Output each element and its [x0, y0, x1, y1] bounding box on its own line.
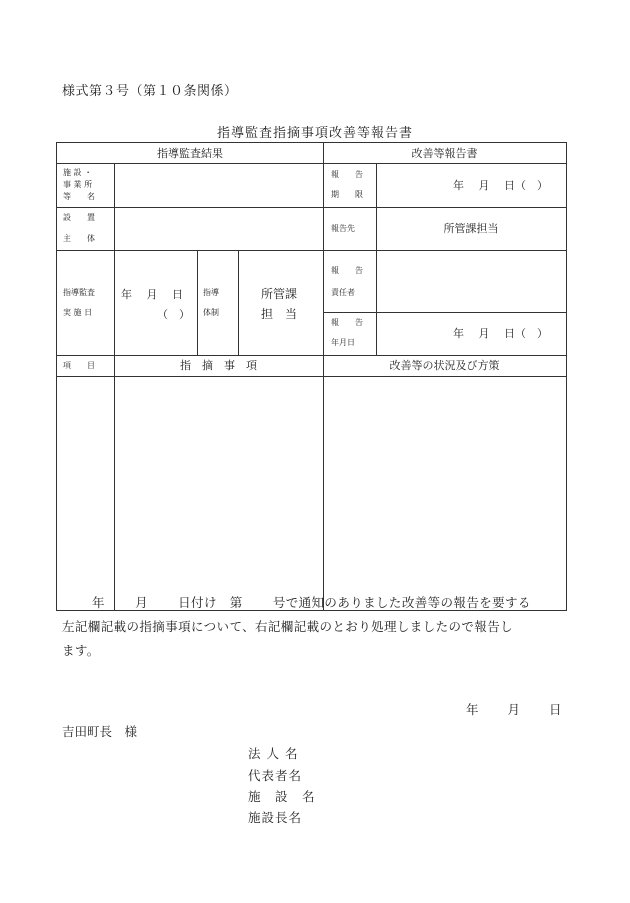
col-status: 改善等の状況及び方策: [389, 359, 500, 372]
audit-date-value-1: 年 月 日: [121, 288, 183, 301]
col-item: 項 目: [63, 361, 95, 370]
responsible-label-2: 責任者: [331, 288, 355, 297]
facility-head-name-label: 施設長名: [248, 810, 303, 825]
form-number: 様式第３号（第１０条関係）: [62, 84, 238, 99]
report-paragraph: [62, 591, 572, 663]
corporation-name-label: 法 人 名: [248, 746, 299, 761]
report-to-value: 所管課担当: [443, 222, 499, 235]
report-date-value: 年 月 日（ ）: [453, 327, 548, 340]
deadline-value: 年 月 日（ ）: [453, 179, 548, 192]
facility-name-label: 施 設 名: [248, 789, 316, 804]
col-findings: 指 摘 事 項: [180, 359, 257, 372]
deadline-label-1: 報 告: [331, 170, 363, 179]
report-date-label-2: 年月日: [331, 338, 355, 347]
representative-name-label: 代表者名: [248, 768, 303, 783]
facility-label-3: 等 名: [63, 192, 95, 201]
audit-date-label-1: 指導監査: [63, 288, 95, 297]
responsible-label-1: 報 告: [331, 266, 363, 275]
facility-label-2: 事 業 所: [63, 180, 93, 189]
audit-date-value-2: （ ）: [157, 308, 190, 321]
document-title: 指導監査指摘事項改善等報告書: [216, 126, 413, 141]
deadline-label-2: 期 限: [331, 190, 363, 199]
establisher-label-2: 主 体: [63, 234, 95, 243]
guidance-value-1: 所管課: [261, 287, 298, 301]
report-table: [56, 142, 567, 611]
report-date: 年 月 日: [466, 702, 562, 717]
right-header: 改善等報告書: [411, 147, 478, 160]
report-to-label: 報告先: [331, 224, 355, 233]
audit-date-label-2: 実 施 日: [63, 308, 93, 317]
guidance-label-2: 体制: [203, 308, 219, 317]
guidance-value-2: 担 当: [261, 307, 298, 321]
report-date-label-1: 報 告: [331, 318, 363, 327]
left-header: 指導監査結果: [157, 147, 223, 160]
establisher-label-1: 設 置: [63, 213, 95, 222]
paragraph-line-2: 左記欄記載の指摘事項について、右記欄記載のとおり処理しましたので報告し: [62, 619, 514, 634]
facility-label-1: 施 設 ・: [63, 168, 93, 177]
addressee: 吉田町長 様: [62, 724, 138, 739]
paragraph-line-1: 年 月 日付け 第 号で通知のありました改善等の報告を要する: [92, 595, 531, 610]
guidance-label-1: 指導: [203, 288, 219, 297]
paragraph-line-3: ます。: [62, 643, 100, 658]
